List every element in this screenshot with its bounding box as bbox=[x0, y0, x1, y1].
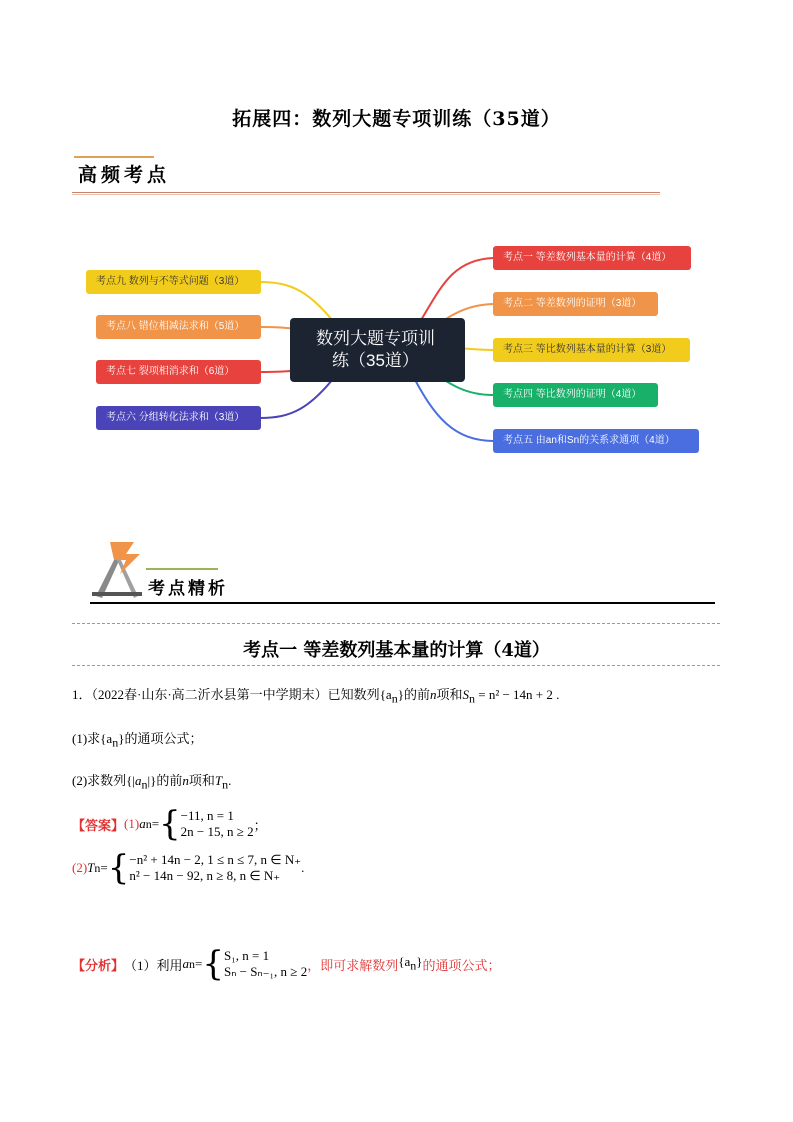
var-a: a bbox=[182, 956, 190, 971]
text: ，即可求解数列 bbox=[307, 957, 399, 973]
mind-map bbox=[60, 230, 740, 470]
page-title: 拓展四：数列大题专项训练（35道） bbox=[232, 108, 561, 130]
text: 项和 bbox=[436, 687, 463, 702]
answer-1: 【答案】 (1) a n = { −11, n = 1 2n − 15, n ≥ 2 ； bbox=[72, 804, 267, 844]
case-1: −n² + 14n − 2, 1 ≤ n ≤ 7, n ∈ N₊ bbox=[129, 852, 302, 867]
node-kp4: 考点四 等比数列的证明（4道） bbox=[493, 383, 658, 407]
sum-formula: = n² − 14n + 2 . bbox=[474, 687, 560, 702]
piecewise-a bbox=[181, 808, 254, 840]
dashed-divider-bottom bbox=[72, 665, 720, 666]
case-2: n² − 14n − 92, n ≥ 8, n ∈ N₊ bbox=[129, 868, 281, 883]
case-2: 2n − 15, n ≥ 2 bbox=[180, 824, 254, 839]
knowledge-point-title: 考点一 等差数列基本量的计算（4道） bbox=[243, 640, 550, 661]
node-kp3: 考点三 等比数列基本量的计算（3道） bbox=[493, 338, 690, 362]
case-1: −11, n = 1 bbox=[180, 808, 234, 823]
seq-symbol: $\{a_n\}$ bbox=[379, 687, 404, 706]
text: 的通项公式； bbox=[124, 731, 203, 746]
center-line-2: 练（35道） bbox=[332, 351, 419, 370]
brace: { bbox=[159, 804, 181, 844]
text: (1)求 bbox=[72, 731, 101, 746]
section-divider-2 bbox=[90, 602, 715, 604]
analysis: 【分析】 （1）利用 a n = { S₁, n = 1 Sₙ − Sₙ₋₁, n ≥ 2 ，即可求解数列 $\{a_n\}$ 的通项公式； bbox=[72, 944, 501, 984]
var-a: a bbox=[139, 816, 146, 831]
ruler-compass-icon bbox=[90, 540, 146, 602]
case-2: Sₙ − Sₙ₋₁, n ≥ 2 bbox=[224, 964, 308, 979]
text: . bbox=[228, 773, 232, 788]
node-kp1: 考点一 等差数列基本量的计算（4道） bbox=[493, 246, 691, 270]
case-1: S₁, n = 1 bbox=[224, 948, 270, 963]
abs-seq-symbol: $\{|a_n|\}$ bbox=[126, 773, 157, 792]
brace: { bbox=[202, 944, 225, 984]
section-accent bbox=[74, 156, 154, 158]
problem-number: 1． bbox=[72, 687, 92, 702]
brace: { bbox=[107, 848, 130, 888]
section-accent-2 bbox=[146, 568, 218, 570]
var-T: T bbox=[214, 773, 223, 788]
analysis-label: 【分析】 bbox=[72, 957, 125, 973]
node-kp7: 考点七 裂项相消求和（6道） bbox=[96, 360, 261, 384]
section-divider-shadow bbox=[72, 194, 660, 195]
answer-2: (2) T n = { −n² + 14n − 2, 1 ≤ n ≤ 7, n ∈ N₊ n² − 14n − 92, n ≥ 8, n ∈ N₊ . bbox=[72, 848, 305, 888]
problem-source: （2022春·山东·高二沂水县第一中学期末）已知数列 bbox=[91, 687, 380, 702]
text: 的前 bbox=[156, 773, 183, 788]
text: 的前 bbox=[403, 687, 430, 702]
sub: n bbox=[145, 816, 152, 831]
text: (2)求数列 bbox=[72, 773, 127, 788]
node-kp8: 考点八 错位相减法求和（5道） bbox=[96, 315, 261, 339]
question-2 bbox=[72, 770, 231, 793]
sub: n bbox=[94, 860, 101, 875]
text: （1）利用 bbox=[124, 957, 183, 973]
center-line-1: 数列大题专项训 bbox=[316, 329, 435, 348]
question-1 bbox=[72, 728, 202, 751]
text: 的通项公式； bbox=[422, 957, 501, 973]
piecewise-S bbox=[224, 948, 307, 980]
section-heading-high-frequency: 高频考点 bbox=[78, 164, 171, 186]
var-T: T bbox=[87, 860, 95, 875]
node-kp5: 考点五 由an和Sn的关系求通项（4道） bbox=[493, 429, 699, 453]
node-kp6: 考点六 分组转化法求和（3道） bbox=[96, 406, 261, 430]
var-S: S bbox=[462, 687, 469, 702]
sub: n bbox=[468, 691, 475, 706]
seq-symbol: $\{a_n\}$ bbox=[100, 731, 125, 750]
text: ； bbox=[253, 817, 267, 833]
section-divider bbox=[72, 192, 660, 193]
var-n: n bbox=[182, 773, 189, 788]
var-n: n bbox=[429, 687, 437, 702]
sub: n bbox=[222, 777, 229, 792]
mind-map-center bbox=[290, 318, 465, 382]
piecewise-T bbox=[129, 852, 301, 884]
section-heading-analysis: 考点精析 bbox=[148, 579, 228, 599]
answer-part-2: (2) bbox=[72, 860, 88, 875]
node-kp9: 考点九 数列与不等式问题（3道） bbox=[86, 270, 261, 294]
answer-part-1: (1) bbox=[124, 816, 140, 831]
sub: n bbox=[189, 956, 196, 971]
text: 项和 bbox=[188, 773, 215, 788]
seq-symbol: $\{a_n\}$ bbox=[398, 954, 423, 973]
node-kp2: 考点二 等差数列的证明（3道） bbox=[493, 292, 658, 316]
answer-label: 【答案】 bbox=[72, 817, 125, 833]
text: . bbox=[301, 860, 305, 875]
dashed-divider-top bbox=[72, 623, 720, 624]
problem-statement bbox=[72, 684, 559, 707]
